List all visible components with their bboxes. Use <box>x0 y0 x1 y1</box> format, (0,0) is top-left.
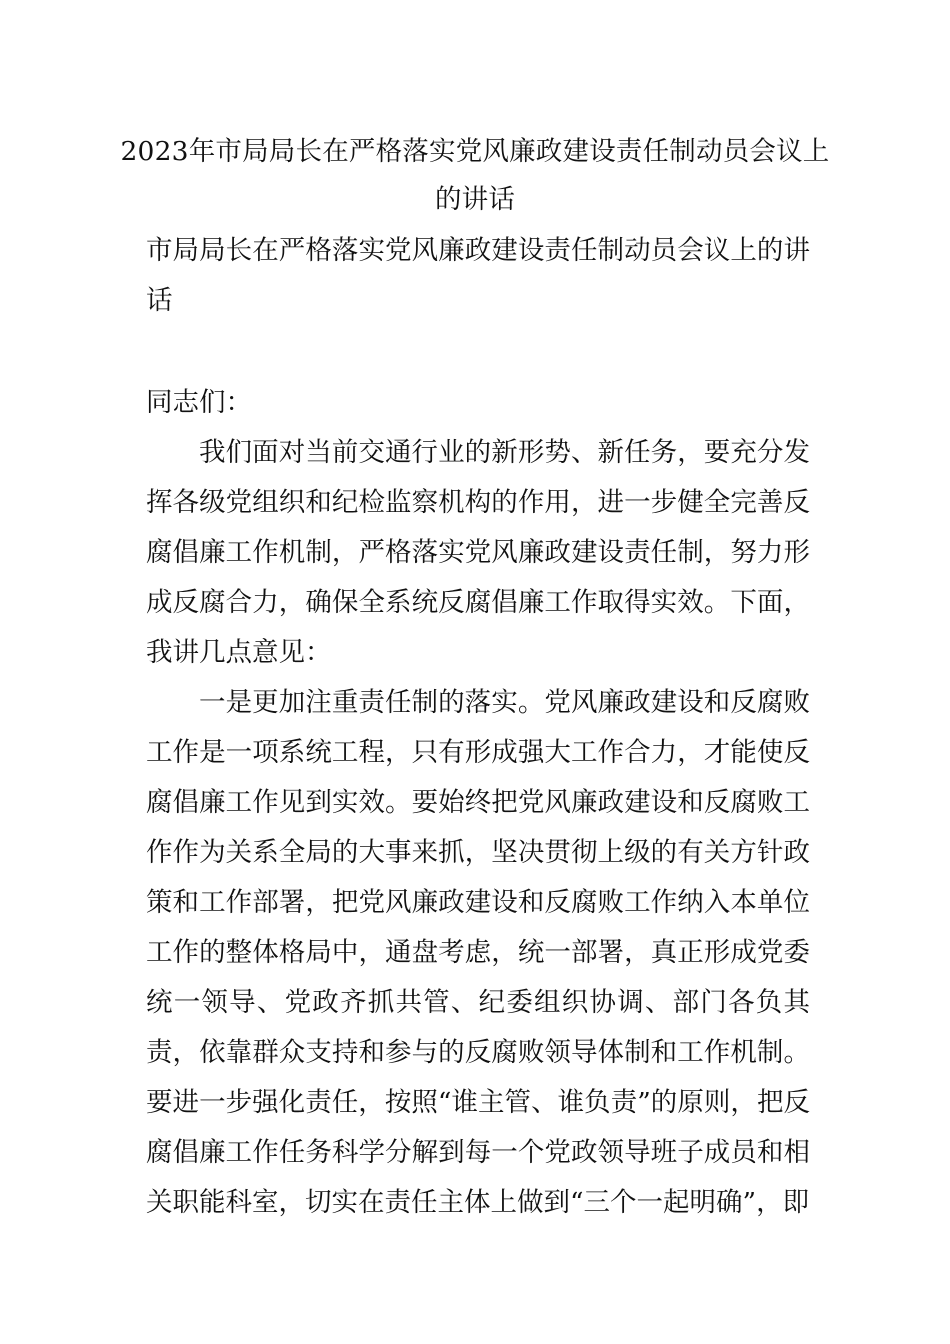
salutation: 同志们： <box>146 387 252 418</box>
document-title: 2023年市局局长在严格落实党风廉政建设责任制动员会议上的讲话 <box>120 136 830 215</box>
paragraph-1: 我们面对当前交通行业的新形势、新任务，要充分发挥各级党组织和纪检监察机构的作用，进一步健全完善反腐倡廉工作机制，严格落实党风廉政建设责任制，努力形成反腐合力，确保全系统反腐倡廉工作取得实效。下面，我讲几点意见： <box>146 437 810 668</box>
paragraph-2: 一是更加注重责任制的落实。党风廉政建设和反腐败工作是一项系统工程，只有形成强大工作合力，才能使反腐倡廉工作见到实效。要始终把党风廉政建设和反腐败工作作为关系全局的大事来抓，坚决贯彻上级的有关方针政策和工作部署，把党风廉政建设和反腐败工作纳入本单位工作的整体格局中，通盘考虑，统一部署，真正形成党委统一领导、党政齐抓共管、纪委组织协调、部门各负其责，依靠群众支持和参与的反腐败领导体制和工作机制。要进一步强化责任，按照“谁主管、谁负责”的原则，把反腐倡廉工作任务科学分解到每一个党政领导班子成员和相关职能科室，切实在责任主体上做到“三个一起明确”，即 <box>146 687 810 1218</box>
document-subtitle: 市局局长在严格落实党风廉政建设责任制动员会议上的讲话 <box>146 235 810 316</box>
document-body <box>146 428 810 1228</box>
